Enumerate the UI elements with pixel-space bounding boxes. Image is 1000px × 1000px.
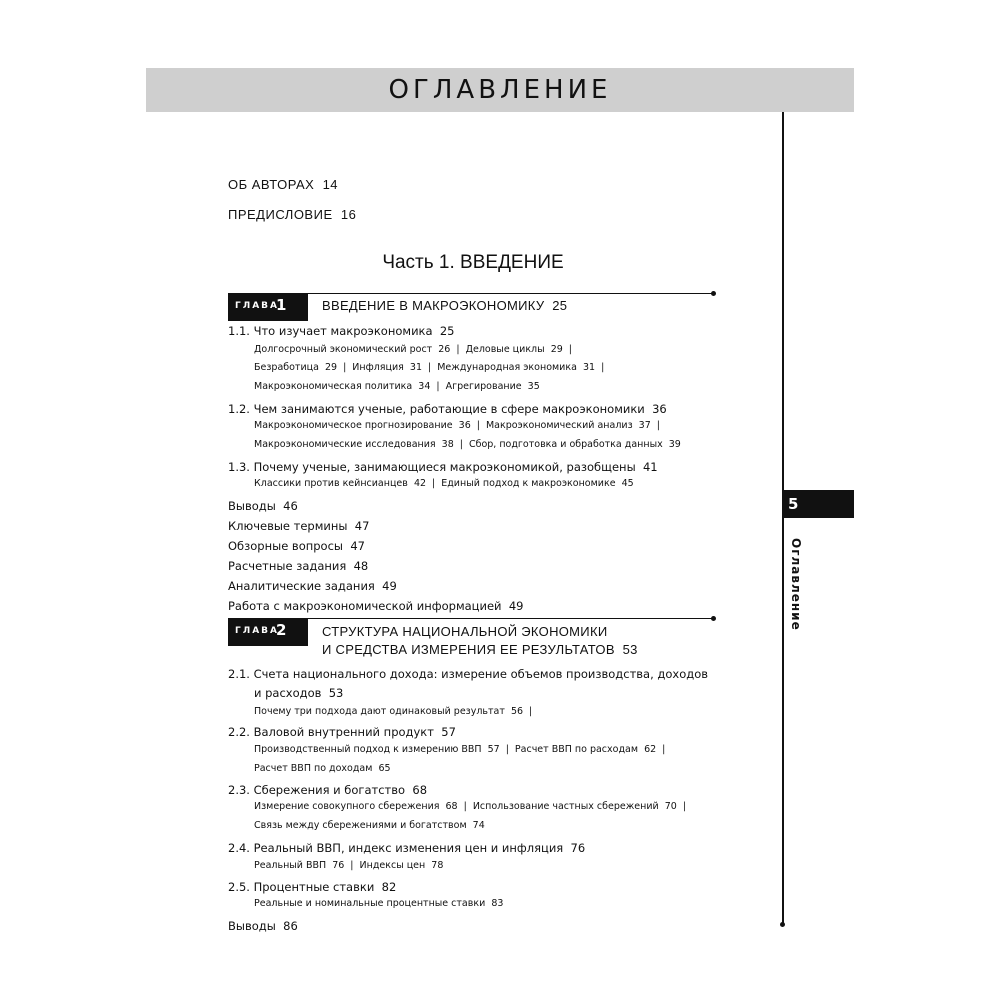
toc-section[interactable]: 1.3. Почему ученые, занимающиеся макроэкономикой, разобщены 41 xyxy=(228,460,658,474)
toc-section[interactable]: 1.2. Чем занимаются ученые, работающие в сфере макроэкономики 36 xyxy=(228,402,667,416)
part-title: Часть 1. ВВЕДЕНИЕ xyxy=(382,252,564,273)
page-number-tab xyxy=(783,490,854,518)
margin-rule xyxy=(782,112,784,924)
toc-end-entry[interactable]: Аналитические задания 49 xyxy=(228,579,397,593)
toc-section[interactable]: 2.5. Процентные ставки 82 xyxy=(228,880,397,894)
toc-section[interactable]: 2.3. Сбережения и богатство 68 xyxy=(228,783,428,797)
chapter-1-title[interactable]: ВВЕДЕНИЕ В МАКРОЭКОНОМИКУ 25 xyxy=(322,298,568,313)
chapter-1-badge: ГЛАВА 1 xyxy=(228,293,308,321)
toc-subsection-line[interactable]: Связь между сбережениями и богатством 74 xyxy=(254,820,485,831)
toc-subsection-line[interactable]: Почему три подхода дают одинаковый результат 56 | xyxy=(254,706,533,717)
toc-end-entry[interactable]: Ключевые термины 47 xyxy=(228,519,370,533)
toc-end-entry[interactable]: Выводы 46 xyxy=(228,499,298,513)
toc-section[interactable]: 1.1. Что изучает макроэкономика 25 xyxy=(228,324,455,338)
toc-entry-authors[interactable]: ОБ АВТОРАХ 14 xyxy=(228,177,339,192)
toc-end-entry[interactable]: Обзорные вопросы 47 xyxy=(228,539,365,553)
toc-end-entry[interactable]: Расчетные задания 48 xyxy=(228,559,369,573)
rule-end-dot xyxy=(711,291,716,296)
toc-subsection-line[interactable]: Макроэкономическое прогнозирование 36 | Макроэкономический анализ 37 | xyxy=(254,420,660,431)
chapter-2-title[interactable]: СТРУКТУРА НАЦИОНАЛЬНОЙ ЭКОНОМИКИ И СРЕДСТВА ИЗМЕРЕНИЯ ЕЕ РЕЗУЛЬТАТОВ 53 xyxy=(322,624,638,657)
toc-subsection-line[interactable]: Макроэкономические исследования 38 | Сбор, подготовка и обработка данных 39 xyxy=(254,439,681,450)
toc-subsection-line[interactable]: Реальные и номинальные процентные ставки 83 xyxy=(254,898,504,909)
rule-end-dot xyxy=(711,616,716,621)
toc-section-continued[interactable]: и расходов 53 xyxy=(254,686,344,700)
toc-section[interactable]: 2.2. Валовой внутренний продукт 57 xyxy=(228,725,456,739)
toc-subsection-line[interactable]: Реальный ВВП 76 | Индексы цен 78 xyxy=(254,860,444,871)
toc-subsection-line[interactable]: Производственный подход к измерению ВВП 57 | Расчет ВВП по расходам 62 | xyxy=(254,744,666,755)
toc-entry-preface[interactable]: ПРЕДИСЛОВИЕ 16 xyxy=(228,207,357,222)
toc-subsection-line[interactable]: Расчет ВВП по доходам 65 xyxy=(254,763,391,774)
running-section-label: Оглавление xyxy=(789,538,803,631)
toc-section[interactable]: 2.1. Счета национального дохода: измерение объемов производства, доходов xyxy=(228,667,709,681)
toc-subsection-line[interactable]: Долгосрочный экономический рост 26 | Деловые циклы 29 | xyxy=(254,344,572,355)
chapter-2-badge: ГЛАВА 2 xyxy=(228,618,308,646)
rule-end-dot xyxy=(780,922,785,927)
toc-end-entry[interactable]: Выводы 86 xyxy=(228,919,298,933)
toc-subsection-line[interactable]: Измерение совокупного сбережения 68 | Использование частных сбережений 70 | xyxy=(254,801,687,812)
toc-end-entry[interactable]: Работа с макроэкономической информацией 49 xyxy=(228,599,524,613)
toc-subsection-line[interactable]: Макроэкономическая политика 34 | Агрегирование 35 xyxy=(254,381,540,392)
toc-section[interactable]: 2.4. Реальный ВВП, индекс изменения цен и инфляция 76 xyxy=(228,841,586,855)
toc-header-band xyxy=(146,68,854,112)
toc-subsection-line[interactable]: Безработица 29 | Инфляция 31 | Международная экономика 31 | xyxy=(254,362,605,373)
page-title: ОГЛАВЛЕНИЕ xyxy=(388,75,612,105)
toc-subsection-line[interactable]: Классики против кейнсианцев 42 | Единый подход к макроэкономике 45 xyxy=(254,478,634,489)
page-number: 5 xyxy=(788,495,799,513)
